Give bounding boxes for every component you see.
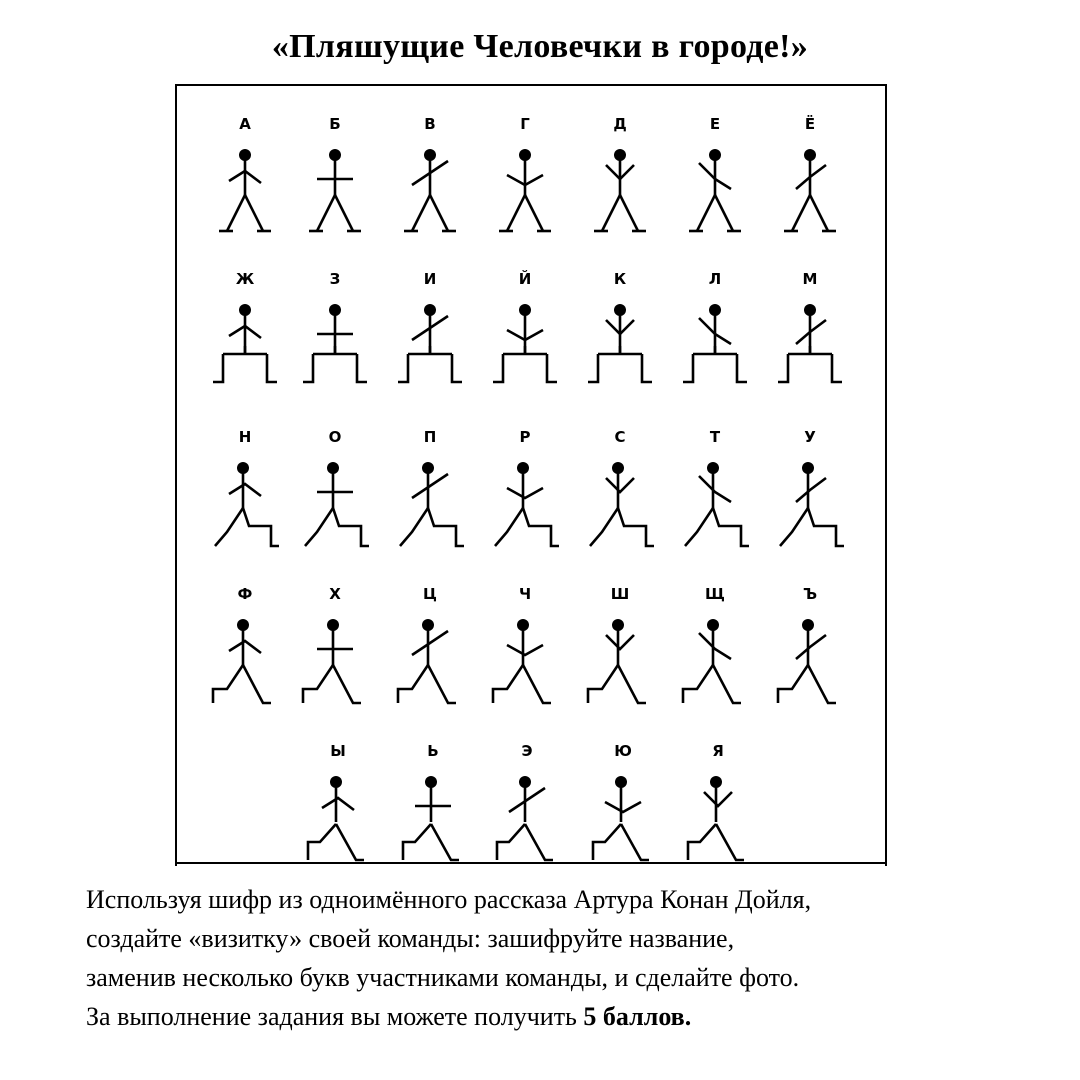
instruction-line-4-text: За выполнение задания вы можете получить xyxy=(86,1002,584,1031)
cipher-cell xyxy=(578,742,668,882)
cipher-letter: У xyxy=(804,428,816,446)
dancing-man-figure xyxy=(205,609,285,709)
cipher-cell xyxy=(575,270,665,410)
figure-legs xyxy=(495,508,523,546)
figure-legs xyxy=(357,354,367,382)
cipher-letter: Т xyxy=(709,428,721,446)
cipher-letter: К xyxy=(613,270,627,288)
figure-arms xyxy=(605,802,641,812)
cipher-cell xyxy=(765,270,855,410)
figure-legs xyxy=(620,195,638,231)
figure-legs xyxy=(493,665,523,703)
figure-legs xyxy=(497,824,525,860)
cipher-cell xyxy=(480,115,570,255)
cipher-letter: Ж xyxy=(235,270,255,288)
figure-legs xyxy=(303,354,313,382)
figure-legs xyxy=(525,824,553,860)
figure-legs xyxy=(400,508,428,546)
cipher-letter: П xyxy=(423,428,437,446)
figure-arms xyxy=(322,798,354,810)
dancing-man-figure xyxy=(580,139,660,239)
cipher-cell xyxy=(388,742,478,882)
cipher-cell xyxy=(765,585,855,725)
figure-legs xyxy=(642,354,652,382)
figure-legs xyxy=(243,508,279,546)
dancing-man-figure xyxy=(485,609,565,709)
figure-legs xyxy=(243,665,271,703)
figure-legs xyxy=(403,824,431,860)
instruction-line-3: заменив несколько букв участниками команды, и сделайте фото. xyxy=(86,963,800,992)
cipher-letter: Р xyxy=(519,428,531,446)
cipher-cell xyxy=(200,428,290,568)
cipher-letter: Ю xyxy=(614,742,632,760)
cipher-letter: Ф xyxy=(237,585,253,603)
cipher-letter: Г xyxy=(520,115,530,133)
dancing-man-figure xyxy=(390,294,470,394)
dancing-man-figure xyxy=(295,294,375,394)
instruction-line-4 xyxy=(86,997,1016,1036)
cipher-cell xyxy=(290,115,380,255)
figure-arms xyxy=(507,645,543,655)
dancing-man-figure xyxy=(770,139,850,239)
figure-legs xyxy=(810,195,828,231)
dancing-man-figure xyxy=(298,766,378,866)
dancing-man-figure xyxy=(583,766,663,866)
cipher-letter: О xyxy=(328,428,342,446)
cipher-cell xyxy=(765,115,855,255)
cipher-letter: Ь xyxy=(427,742,439,760)
cipher-cell xyxy=(290,270,380,410)
cipher-cell xyxy=(385,270,475,410)
figure-legs xyxy=(621,824,649,860)
cipher-letter: Д xyxy=(613,115,627,133)
figure-legs xyxy=(227,195,245,231)
cipher-cell xyxy=(670,428,760,568)
dancing-man-figure xyxy=(205,139,285,239)
cipher-letter: В xyxy=(424,115,436,133)
figure-legs xyxy=(713,665,741,703)
cipher-cell xyxy=(385,115,475,255)
figure-legs xyxy=(618,665,646,703)
figure-legs xyxy=(398,665,428,703)
figure-legs xyxy=(588,665,618,703)
cipher-letter: Е xyxy=(709,115,721,133)
figure-legs xyxy=(398,354,408,382)
dancing-man-figure xyxy=(390,609,470,709)
figure-legs xyxy=(430,195,448,231)
dancing-man-figure xyxy=(205,294,285,394)
figure-legs xyxy=(683,665,713,703)
figure-legs xyxy=(737,354,747,382)
figure-legs xyxy=(523,665,551,703)
cipher-cell xyxy=(670,115,760,255)
task-instructions xyxy=(86,880,1016,1036)
cipher-letter: А xyxy=(239,115,251,133)
figure-legs xyxy=(335,195,353,231)
figure-legs xyxy=(688,824,716,860)
figure-legs xyxy=(428,508,464,546)
figure-legs xyxy=(683,354,693,382)
cipher-letter: Б xyxy=(329,115,341,133)
cipher-cell xyxy=(575,428,665,568)
figure-legs xyxy=(523,508,559,546)
figure-legs xyxy=(716,824,744,860)
dancing-man-figure xyxy=(485,294,565,394)
figure-legs xyxy=(431,824,459,860)
cipher-letter: М xyxy=(802,270,818,288)
dancing-man-figure xyxy=(770,294,850,394)
figure-legs xyxy=(602,195,620,231)
figure-arms xyxy=(606,635,634,649)
figure-arms xyxy=(796,635,826,659)
figure-legs xyxy=(697,195,715,231)
dancing-man-figure xyxy=(205,452,285,552)
dancing-man-figure xyxy=(675,294,755,394)
figure-legs xyxy=(428,665,456,703)
figure-legs xyxy=(525,195,543,231)
cipher-letter: Ъ xyxy=(802,585,818,603)
cipher-cell xyxy=(290,428,380,568)
figure-legs xyxy=(590,508,618,546)
figure-legs xyxy=(305,508,333,546)
cipher-letter: Я xyxy=(712,742,724,760)
cipher-cell xyxy=(673,742,763,882)
cipher-cell xyxy=(575,115,665,255)
figure-arms xyxy=(507,488,543,498)
dancing-man-figure xyxy=(485,139,565,239)
dancing-man-figure xyxy=(580,452,660,552)
cipher-letter: Ы xyxy=(330,742,346,760)
cipher-cell xyxy=(385,585,475,725)
figure-legs xyxy=(778,665,808,703)
cipher-cell xyxy=(480,585,570,725)
figure-arms xyxy=(699,633,731,659)
cipher-letter: Ч xyxy=(518,585,532,603)
dancing-man-figure xyxy=(295,139,375,239)
figure-legs xyxy=(618,508,654,546)
figure-arms xyxy=(796,478,826,502)
cipher-cell xyxy=(480,428,570,568)
instruction-line-2: создайте «визитку» своей команды: зашифруйте название, xyxy=(86,924,735,953)
figure-legs xyxy=(792,195,810,231)
cipher-letter: Щ xyxy=(705,585,725,603)
dancing-man-figure xyxy=(770,452,850,552)
cipher-letter: Х xyxy=(329,585,341,603)
figure-legs xyxy=(715,195,733,231)
figure-legs xyxy=(267,354,277,382)
figure-legs xyxy=(303,665,333,703)
figure-arms xyxy=(699,476,731,502)
dancing-man-figure xyxy=(770,609,850,709)
cipher-letter: Ш xyxy=(610,585,630,603)
dancing-man-figure xyxy=(675,452,755,552)
figure-legs xyxy=(336,824,364,860)
dancing-man-figure xyxy=(675,609,755,709)
figure-legs xyxy=(507,195,525,231)
figure-legs xyxy=(593,824,621,860)
figure-legs xyxy=(412,195,430,231)
cipher-cell xyxy=(290,585,380,725)
cipher-cell xyxy=(482,742,572,882)
cipher-cell xyxy=(670,585,760,725)
figure-legs xyxy=(308,824,336,860)
figure-arms xyxy=(606,478,634,492)
figure-legs xyxy=(808,508,844,546)
cipher-letter: Ё xyxy=(804,115,816,133)
figure-legs xyxy=(245,195,263,231)
figure-legs xyxy=(685,508,713,546)
figure-arms xyxy=(229,484,261,496)
dancing-man-figure xyxy=(295,452,375,552)
cipher-cell xyxy=(670,270,760,410)
cipher-letter: И xyxy=(423,270,437,288)
figure-arms xyxy=(704,792,732,806)
dancing-man-figure xyxy=(580,294,660,394)
figure-legs xyxy=(317,195,335,231)
dancing-man-figure xyxy=(390,139,470,239)
figure-legs xyxy=(333,665,361,703)
figure-legs xyxy=(778,354,788,382)
figure-legs xyxy=(452,354,462,382)
dancing-man-figure xyxy=(295,609,375,709)
cipher-letter: Л xyxy=(708,270,722,288)
cipher-letter: С xyxy=(614,428,626,446)
points-value: 5 баллов. xyxy=(583,1002,692,1031)
figure-arms xyxy=(412,474,448,498)
cipher-letter: Н xyxy=(238,428,252,446)
cipher-cell xyxy=(480,270,570,410)
figure-legs xyxy=(780,508,808,546)
instruction-line-1: Используя шифр из одноимённого рассказа Артура Конан Дойля, xyxy=(86,885,812,914)
figure-legs xyxy=(547,354,557,382)
dancing-man-figure xyxy=(678,766,758,866)
figure-legs xyxy=(808,665,836,703)
dancing-man-figure xyxy=(675,139,755,239)
figure-legs xyxy=(215,508,243,546)
figure-arms xyxy=(509,788,545,812)
dancing-man-figure xyxy=(485,452,565,552)
figure-arms xyxy=(412,631,448,655)
cipher-cell xyxy=(765,428,855,568)
page-title: «Пляшущие Человечки в городе!» xyxy=(271,28,809,65)
cipher-cell xyxy=(200,270,290,410)
figure-legs xyxy=(713,508,749,546)
cipher-cell xyxy=(200,585,290,725)
cipher-letter: Й xyxy=(518,270,532,288)
figure-legs xyxy=(213,354,223,382)
cipher-letter: З xyxy=(329,270,341,288)
dancing-man-figure xyxy=(580,609,660,709)
cipher-cell xyxy=(293,742,383,882)
cipher-cell xyxy=(385,428,475,568)
figure-legs xyxy=(588,354,598,382)
dancing-man-figure xyxy=(390,452,470,552)
dancing-man-figure xyxy=(393,766,473,866)
cipher-letter: Ц xyxy=(423,585,437,603)
dancing-man-figure xyxy=(487,766,567,866)
figure-legs xyxy=(213,665,243,703)
cipher-cell xyxy=(575,585,665,725)
figure-legs xyxy=(333,508,369,546)
cipher-cell xyxy=(200,115,290,255)
figure-arms xyxy=(229,641,261,653)
cipher-letter: Э xyxy=(521,742,533,760)
figure-legs xyxy=(832,354,842,382)
figure-legs xyxy=(493,354,503,382)
